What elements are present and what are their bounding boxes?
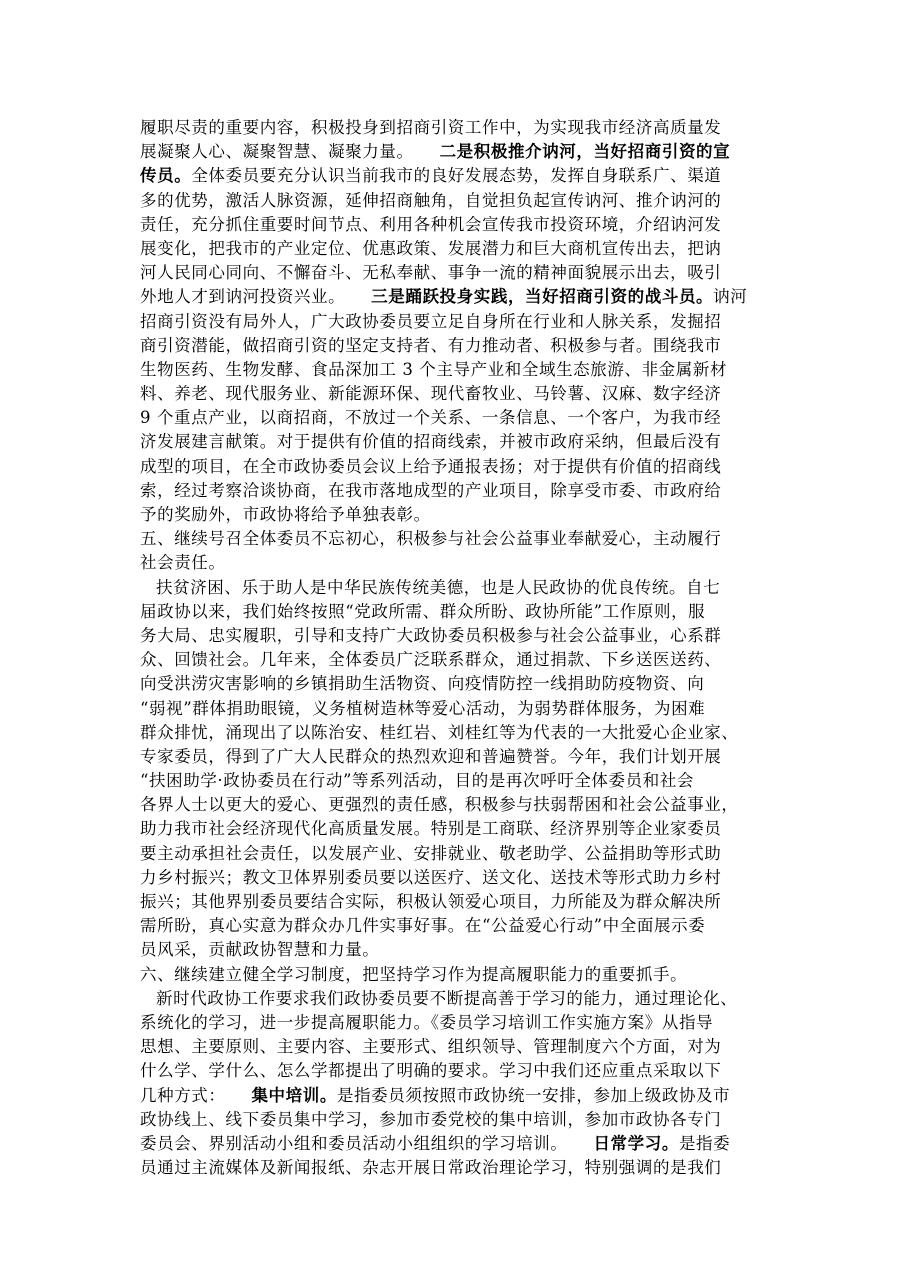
text-line (140, 285, 790, 309)
text-line (140, 600, 790, 624)
text-line (140, 189, 790, 213)
body-text-segment: 予的奖励外，市政协将给予单独表彰。 (140, 505, 431, 524)
body-text-segment: 向受洪涝灾害影响的乡镇捐助生活物资、向疫情防控一线捐助防疫物资、向 (140, 674, 705, 694)
body-text-segment: 是指委 (678, 1133, 731, 1153)
text-line (140, 576, 790, 600)
body-text-segment: 9 个重点产业，以商招商，不放过一个关系、一条信息、一个客户，为我市经 (140, 408, 722, 428)
body-text-segment: 助力我市社会经济现代化高质量发展。特别是工商联、经济界别等企业家委员 (140, 819, 722, 839)
body-text-segment: 员通过主流媒体及新闻报纸、杂志开展日常政治理论学习，特别强调的是我们 (140, 1158, 722, 1178)
text-line (140, 672, 790, 696)
bold-heading-text: 日常学习。 (593, 1133, 679, 1153)
text-line (140, 237, 790, 261)
body-text-segment: 扶贫济困、乐于助人是中华民族传统美德，也是人民政协的优良传统。自七 (156, 577, 721, 597)
text-line (140, 430, 790, 454)
text-line (140, 213, 790, 237)
text-line (140, 624, 790, 648)
body-text-segment: 社会责任。 (140, 553, 226, 573)
text-line (140, 938, 790, 962)
body-text-segment: 系统化的学习，进一步提高履职能力。《委员学习培训工作实施方案》从指导 (140, 1012, 714, 1032)
text-line (140, 914, 790, 938)
text-line (140, 406, 790, 430)
text-line (140, 1035, 790, 1059)
body-text-segment: 众、回馈社会。几年来，全体委员广泛联系群众，通过捐款、下乡送医送药、 (140, 650, 722, 670)
text-line (140, 382, 790, 406)
text-line (140, 164, 790, 188)
body-text-segment: 振兴；其他界别委员要结合实际，积极认领爱心项目，力所能及为群众解决所 (140, 892, 722, 911)
body-text-segment: 专家委员，得到了广大人民群众的热烈欢迎和普遍赞誉。今年，我们计划开展 (140, 746, 722, 766)
text-line (140, 334, 790, 358)
body-text-segment: 要主动承担社会责任，以发展产业、安排就业、敬老助学、公益捐助等形式助 (140, 843, 722, 863)
body-text-segment: 委员会、界别活动小组和委员活动小组组织的学习培训。 (140, 1133, 594, 1153)
body-text-segment: 届政协以来，我们始终按照“党政所需、群众所盼、政协所能”工作原则，服 (140, 601, 706, 621)
text-line (140, 455, 790, 479)
body-text-segment: “扶困助学·政协委员在行动”等系列活动，目的是再次呼吁全体委员和社会 (140, 771, 695, 791)
body-text-segment: 什么学、学什么、怎么学都提出了明确的要求。学习中我们还应重点采取以下 (140, 1061, 722, 1081)
text-line (140, 1108, 790, 1132)
text-line (140, 1156, 790, 1180)
body-text-segment: 群众排忧，涌现出了以陈治安、桂红岩、刘桂红等为代表的一大批爱心企业家、 (140, 722, 739, 742)
bold-heading-text: 集中培训。 (251, 1085, 337, 1105)
body-text-segment: 力乡村振兴；教文卫体界别委员要以送医疗、送文化、送技术等形式助力乡村 (140, 867, 722, 887)
body-text-segment: 五、继续号召全体委员不忘初心，积极参与社会公益事业奉献爱心，主动履行 (140, 529, 722, 549)
body-text-segment: 务大局、忠实履职，引导和支持广大政协委员积极参与社会公益事业，心系群 (140, 625, 722, 645)
text-line (140, 479, 790, 503)
body-text-segment: 济发展建言献策。对于提供有价值的招商线索，并被市政府采纳，但最后没有 (140, 432, 722, 452)
text-line (140, 1059, 790, 1083)
body-text-segment: 料、养老、现代服务业、新能源环保、现代畜牧业、马铃薯、汉麻、数字经济 (140, 384, 722, 404)
body-text-segment: 索，经过考察洽谈协商，在我市落地成型的产业项目，除享受市委、市政府给 (140, 480, 722, 500)
text-line (140, 817, 790, 841)
text-line (140, 721, 790, 745)
body-text-segment: 思想、主要原则、主要内容、主要形式、组织领导、管理制度六个方面，对为 (140, 1037, 722, 1057)
body-text-segment: 商引资潜能，做招商引资的坚定支持者、有力推动者、积极参与者。围绕我市 (140, 335, 722, 355)
text-line (140, 769, 790, 793)
text-line (140, 503, 790, 527)
text-line (140, 261, 790, 285)
body-text-segment: 政协线上、线下委员集中学习，参加市委党校的集中培训，参加市政协各专门 (140, 1109, 722, 1129)
text-line (140, 963, 790, 987)
body-text-segment: 是指委员须按照市政协统一安排，参加上级政协及市 (336, 1085, 731, 1105)
body-text-segment: 六、继续建立健全学习制度，把坚持学习作为提高履职能力的重要抓手。 (140, 964, 688, 984)
text-line (140, 116, 790, 140)
body-text-segment: 多的优势，激活人脉资源，延伸招商触角，自觉担负起宣传讷河、推介讷河的 (140, 190, 722, 210)
text-line (140, 1084, 790, 1108)
bold-heading-text: 二是积极推介讷河，当好招商引资的宣 (439, 142, 731, 162)
body-text-segment: 展凝聚人心、凝聚智慧、凝聚力量。 (140, 142, 440, 162)
body-text-segment: 外地人才到讷河投资兴业。 (140, 287, 372, 307)
body-text-segment: 各界人士以更大的爱心、更强烈的责任感，积极参与扶弱帮困和社会公益事业， (140, 795, 739, 815)
text-line (140, 697, 790, 721)
body-text-segment: 全体委员要充分认识当前我市的良好发展态势，发挥自身联系广、渠道 (191, 166, 722, 186)
bold-heading-text: 传员。 (140, 166, 192, 186)
text-line (140, 551, 790, 575)
text-line (140, 1132, 790, 1156)
body-text-segment: 河人民同心同向、不懈奋斗、无私奉献、事争一流的精神面貌展示出去，吸引 (140, 263, 722, 283)
text-line (140, 745, 790, 769)
body-text-segment: 招商引资没有局外人，广大政协委员要立足自身所在行业和人脉关系，发掘招 (140, 311, 722, 331)
text-line (140, 1011, 790, 1035)
text-line (140, 358, 790, 382)
text-line (140, 310, 790, 334)
text-line (140, 527, 790, 551)
body-text-segment: 履职尽责的重要内容，积极投身到招商引资工作中，为实现我市经济高质量发 (140, 118, 722, 137)
text-line (140, 987, 790, 1011)
body-text-segment: 责任，充分抓住重要时间节点、利用各种机会宣传我市投资环境，介绍讷河发 (140, 214, 722, 234)
body-text-segment: 员风采，贡献政协智慧和力量。 (140, 940, 380, 960)
bold-heading-text: 三是踊跃投身实践，当好招商引资的战斗员。 (371, 287, 714, 307)
body-text-segment: 生物医药、生物发酵、食品深加工 3 个主导产业和全域生态旅游、非金属新材 (140, 359, 728, 379)
text-line (140, 866, 790, 890)
body-text-segment: 成型的项目，在全市政协委员会议上给予通报表扬；对于提供有价值的招商线 (140, 456, 722, 476)
body-text-segment: 展变化，把我市的产业定位、优惠政策、发展潜力和巨大商机宣传出去，把讷 (140, 238, 722, 258)
text-line (140, 842, 790, 866)
text-line (140, 648, 790, 672)
body-text (140, 116, 790, 1180)
body-text-segment: “弱视”群体捐助眼镜，义务植树造林等爱心活动，为弱势群体服务，为困难 (140, 698, 706, 718)
text-line (140, 890, 790, 914)
body-text-segment: 讷河 (713, 287, 748, 307)
body-text-segment: 几种方式： (140, 1085, 252, 1105)
body-text-segment: 新时代政协工作要求我们政协委员要不断提高善于学习的能力，通过理论化、 (156, 988, 738, 1008)
body-text-segment: 需所盼，真心实意为群众办几件实事好事。在“公益爱心行动”中全面展示委 (140, 916, 706, 936)
text-line (140, 140, 790, 164)
text-line (140, 793, 790, 817)
